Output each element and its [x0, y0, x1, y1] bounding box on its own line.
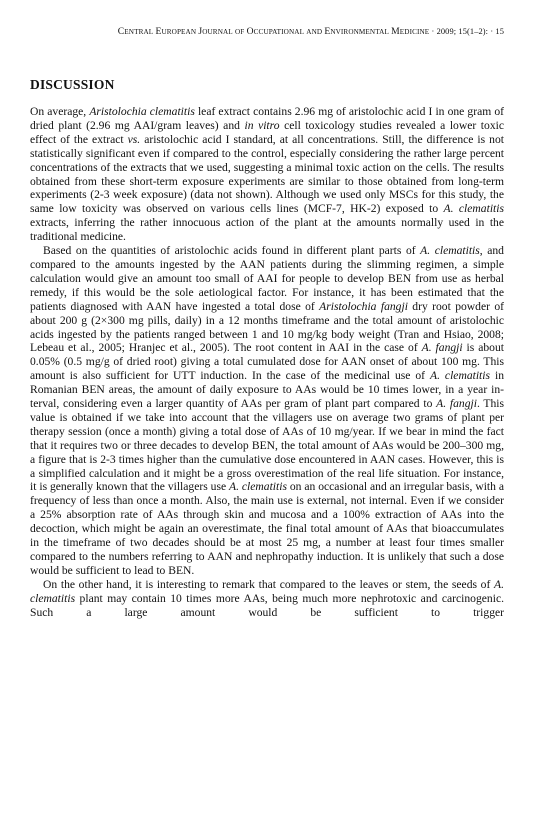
text-run: leaf extract contains 2.96 mg of aristolochic acid I in one gram of dried plant (2.96 mg AAI/gram leaves) and — [30, 105, 505, 132]
paragraph-3 — [30, 578, 504, 620]
discussion-body — [30, 105, 504, 620]
text-run: , and compared to the amounts ingested by the AAN patients during the slimming regimen, a simple calculation would give an amount too small of AAI for people to develop BEN from use as herbal remedy, if this would be the sole aetiological factor. For instance, it has been estimated that the patients diagnosed with AAN have ingested a total dose of — [30, 244, 504, 313]
text-run: extracts, inferring the rather innocuous action of the plant at the amounts normally used in the traditional medicine. — [30, 216, 504, 244]
text-run: . This value is obtained if we take into account that the villagers use on average two grams of plant per therapy session (once a month) giving a total dose of AAs of 10 mg/year. If we bear in mind the fact that it requires two or three decades to develop BEN, the total amount of AAs would be 200–300 mg, a figure that is 2-3 times higher than the cumulative dose encountered in AAN cases. However, this is a simplified calculation and it might be a gross overestimation of the real life situation. For instance, it is generally known that the villagers use — [30, 397, 504, 494]
text-run: on an occasional and an irregular basis, with a frequency of less than once a month. Also, the main use is external, not internal. Even if we consider a 25% absorption rate of AAs through skin and mucosa and a 100% extraction of AAs into the decoction, which might be again an overestimate, the final total amount of AAs that bioaccumulates in the timeframe of two decades should be at most 25 mg, a number at least four times smaller compared to the numbers referring to AAN and nephropathy induction. It is unlikely that such a dose would be sufficient to lead to BEN. — [30, 480, 504, 577]
text-run: cell toxicology studies revealed a lower toxic effect of the extract — [30, 118, 504, 146]
italic-run: A. fangji — [436, 397, 477, 411]
italic-run: A. clematitis — [30, 577, 504, 605]
text-run: dry root powder of about 200 g (2×300 mg pills, daily) in a 12 months timeframe and the total amount of aristolochic acids ingested by the patients ranged between 1 and 10 mg/kg body weight (Tran and Hsiao, 2008; Lebeau et al., 2005; Hranjec et al., 2005). The root content in AAI in the case of — [30, 299, 505, 355]
text-run: Based on the quantities of aristolochic acids found in different plant parts of — [43, 244, 421, 258]
section-heading: DISCUSSION — [30, 77, 115, 92]
italic-run: A. clematitis — [229, 480, 287, 494]
italic-run: A. clematitis — [443, 202, 504, 216]
text-run: aristolochic acid I standard, at all concentrations. Still, the difference is not statistically significant even if compared to the control, especially considering the rather large percent concentrations of the extracts that we used, suggesting a minimal toxic action on the cells. The results obtained from these short-term exposure experiments are similar to those obtained from long-term experiments (2-3 week exposure) (data not shown). Although we used only MSCs for this study, the same low toxicity was observed on various cells lines (MCF-7, HK-2) exposed to — [30, 132, 504, 216]
italic-run: A. clematitis — [430, 369, 491, 383]
text-run: is about 0.05% (0.5 mg/g of dried root) giving a total cumulated dose for AAN onset of about 100 mg. This amount is also sufficient for UTT induction. In the case of the medicinal use of — [30, 341, 504, 383]
text-run: in Romanian BEN areas, the amount of daily exposure to AAs would be 10 times lower, in a year interval, considering even a larger quantity of AAs per gram of plant part compared to — [30, 369, 504, 411]
italic-run: vs. — [127, 132, 141, 146]
text-run: On the other hand, it is interesting to remark that compared to the leaves or stem, the seeds of — [43, 577, 495, 591]
running-header: CENTRAL EUROPEAN JOURNAL OF OCCUPATIONAL AND ENVIRONMENTAL MEDICINE · 2009; 15(1–2): · 15 — [117, 26, 504, 37]
paragraph-1 — [30, 105, 504, 244]
journal-page — [30, 26, 504, 620]
italic-run: A. clematitis — [420, 244, 480, 258]
italic-run: in vitro — [244, 118, 280, 132]
text-run: plant may contain 10 times more AAs, being much more nephrotoxic and carcinogenic. Such a large amount would be sufficient to trigger — [30, 591, 504, 619]
italic-run: Aristolochia fangji — [319, 299, 408, 313]
text-run: On average, — [30, 105, 90, 118]
italic-run: Aristolochia clematitis — [89, 105, 195, 118]
italic-run: A. fangji — [421, 341, 463, 355]
paragraph-2 — [30, 244, 504, 578]
